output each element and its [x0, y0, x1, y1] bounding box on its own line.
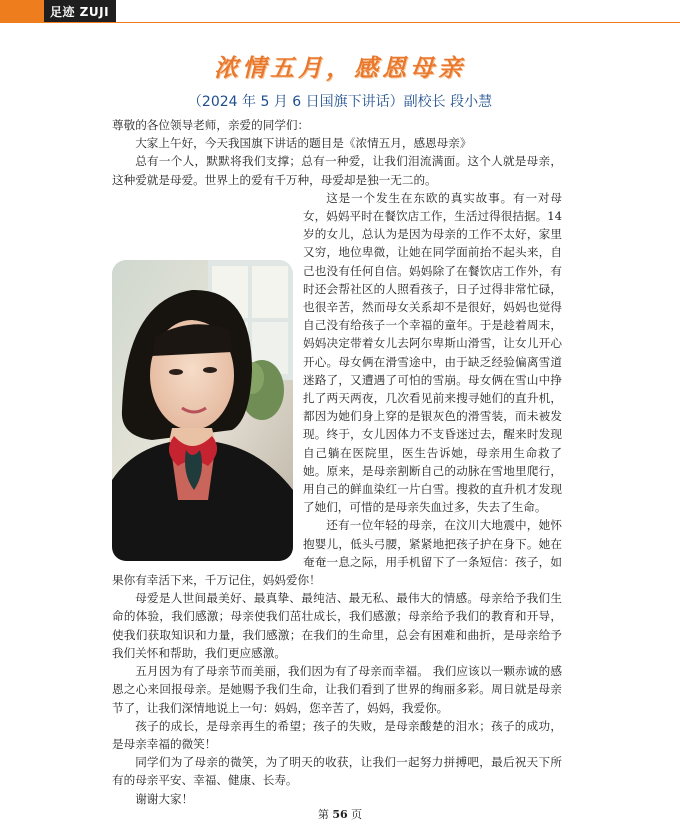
paragraph: 大家上午好，今天我国旗下讲话的题目是《浓情五月，感恩母亲》: [135, 136, 472, 151]
paragraph: 五月因为有了母亲节而美丽，我们因为有了母亲而幸福。 我们应该以一颗赤诚的感恩之心来回报母亲。是她赐予我们生命，让我们看到了世界的绚丽多彩。周日就是母亲节了，让我们深情地说上一句：妈妈，您辛苦了，妈妈，我爱你。: [112, 664, 562, 715]
speaker-photo: [112, 260, 293, 561]
paragraph: 这是一个发生在东欧的真实故事。有一对母女，妈妈平时在餐饮店工作，生活过得很拮据。14 岁的女儿，总认为是因为母亲的工作不太好，家里又穷，地位卑微，让她在同学面前抬不起头来，自己也没有任何自信。妈妈除了在餐饮店工作外，有时还会帮社区的人照看孩子，日子过得非常忙碌，也很辛苦，然而母女关系却不是很好，妈妈也觉得自己没有给孩子一个幸福的童年。于是趁着周末，妈妈决定带着女儿去阿尔卑斯山滑雪，让女儿开心开心。母女俩在滑雪途中，由于缺乏经验偏离雪道迷路了，又遭遇了可怕的雪崩。母女俩在雪山中挣扎了两天两夜，几次看见前来搜寻她们的直升机，都因为她们身上穿的是银灰色的滑雪装，而未被发现。终于，女儿因体力不支昏迷过去，醒来时发现自己躺在医院里，医生告诉她，母亲用生命救了她。原来，是母亲割断自己的动脉在雪地里爬行，用自己的鲜血染红一片白雪。搜救的直升机才发现了她们，可惜的是母亲失血过多，失去了生命。: [303, 190, 562, 515]
page-number: 56: [332, 808, 348, 821]
paragraph: 同学们为了母亲的微笑，为了明天的收获，让我们一起努力拼搏吧，最后祝天下所有的母亲平安、幸福、健康、长寿。: [112, 755, 562, 788]
header-rule: [0, 22, 680, 23]
salutation: 尊敬的各位领导老师，亲爱的同学们：: [112, 118, 310, 132]
page-header: [0, 0, 680, 22]
paragraph: 还有一位年轻的母亲，在汶川大地震中，她怀抱婴儿，低头弓腰，紧紧地把孩子护在身下。她在奄奄一息之际，用手机留下了一条短信：孩子，如果你有幸活下来，千万记住，妈妈爱你！: [112, 518, 562, 588]
paragraph: 总有一个人，默默将我们支撑；总有一种爱，让我们泪流满面。这个人就是母亲，这种爱就是母爱。世界上的爱有千万种，母爱却是独一无二的。: [112, 154, 562, 187]
article-title: 浓情五月，感恩母亲: [214, 53, 466, 82]
article-body: [112, 116, 562, 808]
page-number-suffix: 页: [351, 808, 363, 821]
paragraph: 母爱是人世间最美好、最真挚、最纯洁、最无私、最伟大的情感。母亲给予我们生命的体验，我们感激；母亲使我们茁壮成长，我们感激；母亲给予我们的教育和开导，使我们获取知识和力量，我们感激；在我们的生命里，总会有困难和曲折，是母亲给予我们关怀和帮助，我们更应感激。: [112, 591, 562, 660]
paragraph: 孩子的成长，是母亲再生的希望；孩子的失败，是母亲酸楚的泪水；孩子的成功，是母亲幸福的微笑！: [112, 718, 562, 751]
page-number-prefix: 第: [317, 808, 329, 821]
article-subtitle: （2024 年 5 月 6 日国旗下讲话）副校长 段小慧: [187, 94, 493, 110]
header-accent-block: [0, 0, 44, 22]
closing-line: 谢谢大家！: [135, 791, 194, 806]
magazine-section-label: 足迹 ZUJI: [50, 5, 110, 19]
speaker-portrait-image: [112, 260, 293, 561]
page-footer: [0, 806, 680, 822]
